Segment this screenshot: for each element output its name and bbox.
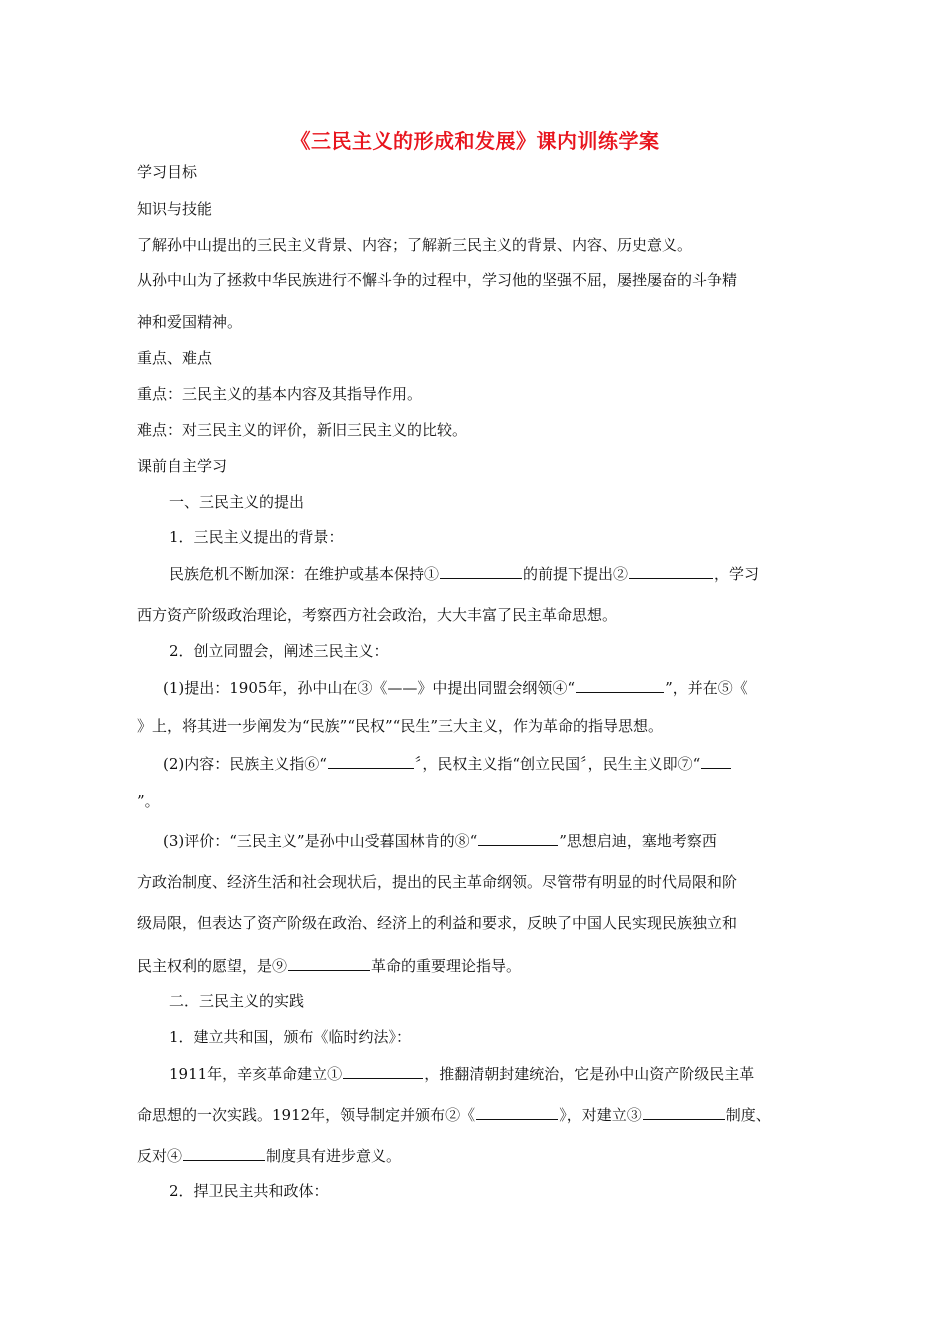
- section1-heading: 一、三民主义的提出: [169, 493, 305, 511]
- text-segment: (1)提出：1905年，孙中山在③《——》中提出同盟会纲领④“: [163, 679, 576, 697]
- text-segment: 民主权利的愿望，是⑨: [137, 957, 288, 975]
- difficulty-text: 难点：对三民主义的评价，新旧三民主义的比较。: [137, 421, 468, 439]
- answer-blank[interactable]: [343, 1063, 423, 1079]
- knowledge-text: 了解孙中山提出的三民主义背景、内容；了解新三民主义的背景、内容、历史意义。: [137, 236, 693, 254]
- answer-blank[interactable]: [440, 563, 522, 579]
- section1-item2-heading: 2．创立同盟会，阐述三民主义：: [169, 642, 389, 660]
- text-segment: 命思想的一次实践。1912年，领导制定并颁布②《: [137, 1106, 476, 1124]
- section1-item1-heading: 1．三民主义提出的背景：: [169, 528, 344, 546]
- answer-blank[interactable]: [328, 753, 414, 769]
- text-segment: 民族危机不断加深：在维护或基本保持①: [169, 565, 440, 583]
- text-segment: 制度、: [725, 1106, 771, 1124]
- knowledge-heading: 知识与技能: [137, 200, 213, 218]
- answer-blank[interactable]: [476, 1104, 558, 1120]
- answer-blank[interactable]: [576, 677, 664, 693]
- section2-heading: 二．三民主义的实践: [169, 992, 305, 1010]
- answer-blank[interactable]: [643, 1104, 725, 1120]
- keypoint-text: 重点：三民主义的基本内容及其指导作用。: [137, 385, 423, 403]
- section1-item1-line2: 西方资产阶级政治理论，考察西方社会政治，大大丰富了民主革命思想。: [137, 606, 618, 624]
- section2-line1: [169, 1063, 754, 1084]
- section2-item2-heading: 2．捍卫民主共和政体：: [169, 1182, 329, 1200]
- section1-p3-line1: [163, 830, 717, 851]
- section1-item1-line1: [169, 563, 759, 584]
- keypoints-heading: 重点、难点: [137, 349, 213, 367]
- text-segment: (2)内容：民族主义指⑥“: [163, 755, 327, 773]
- section1-p3-line4: [137, 955, 521, 976]
- text-segment: 制度具有进步意义。: [266, 1147, 402, 1165]
- section1-p3-line3: 级局限，但表达了资产阶级在政治、经济上的利益和要求，反映了中国人民实现民族独立和: [137, 914, 738, 932]
- text-segment: 》，对建立③: [559, 1106, 642, 1124]
- text-segment: 1911年，辛亥革命建立①: [169, 1065, 343, 1083]
- text-segment: ，推翻清朝封建统治，它是孙中山资产阶级民主革: [424, 1065, 755, 1083]
- objectives-heading: 学习目标: [137, 163, 198, 181]
- text-segment: 反对④: [137, 1147, 183, 1165]
- answer-blank[interactable]: [478, 830, 558, 846]
- answer-blank[interactable]: [629, 563, 713, 579]
- emotion-text-line2: 神和爱国精神。: [137, 313, 243, 331]
- text-segment: 的前提下提出②: [523, 565, 629, 583]
- text-segment: ”思想启迪，塞地考察西: [559, 832, 717, 850]
- answer-blank[interactable]: [701, 753, 731, 769]
- answer-blank[interactable]: [183, 1145, 265, 1161]
- section1-p2-line2: ”。: [137, 792, 160, 810]
- section1-p1-line1: [163, 677, 748, 698]
- text-segment: (3)评价：“三民主义”是孙中山受暮国林肯的⑧“: [163, 832, 478, 850]
- section2-line3: [137, 1145, 401, 1166]
- text-segment: ”，并在⑤《: [665, 679, 748, 697]
- text-segment: ，学习: [714, 565, 760, 583]
- document-title: 《三民主义的形成和发展》课内训练学案: [290, 129, 660, 153]
- text-segment: 〞，民权主义指“创立民国〞，民生主义即⑦“: [414, 755, 701, 773]
- text-segment: 革命的重要理论指导。: [371, 957, 522, 975]
- answer-blank[interactable]: [288, 955, 370, 971]
- emotion-text-line1: 从孙中山为了拯救中华民族进行不懈斗争的过程中，学习他的坚强不屈，屡挫屡奋的斗争精: [137, 271, 738, 289]
- section2-line2: [137, 1104, 771, 1125]
- self-study-heading: 课前自主学习: [137, 457, 228, 475]
- section1-p3-line2: 方政治制度、经济生活和社会现状后，提出的民主革命纲领。尽管带有明显的时代局限和阶: [137, 873, 738, 891]
- section2-item1-heading: 1．建立共和国，颁布《临时约法》：: [169, 1028, 412, 1046]
- section1-p2-line1: [163, 753, 732, 774]
- section1-p1-line2: 》上，将其进一步阐发为“民族”“民权”“民生”三大主义，作为革命的指导思想。: [137, 717, 664, 735]
